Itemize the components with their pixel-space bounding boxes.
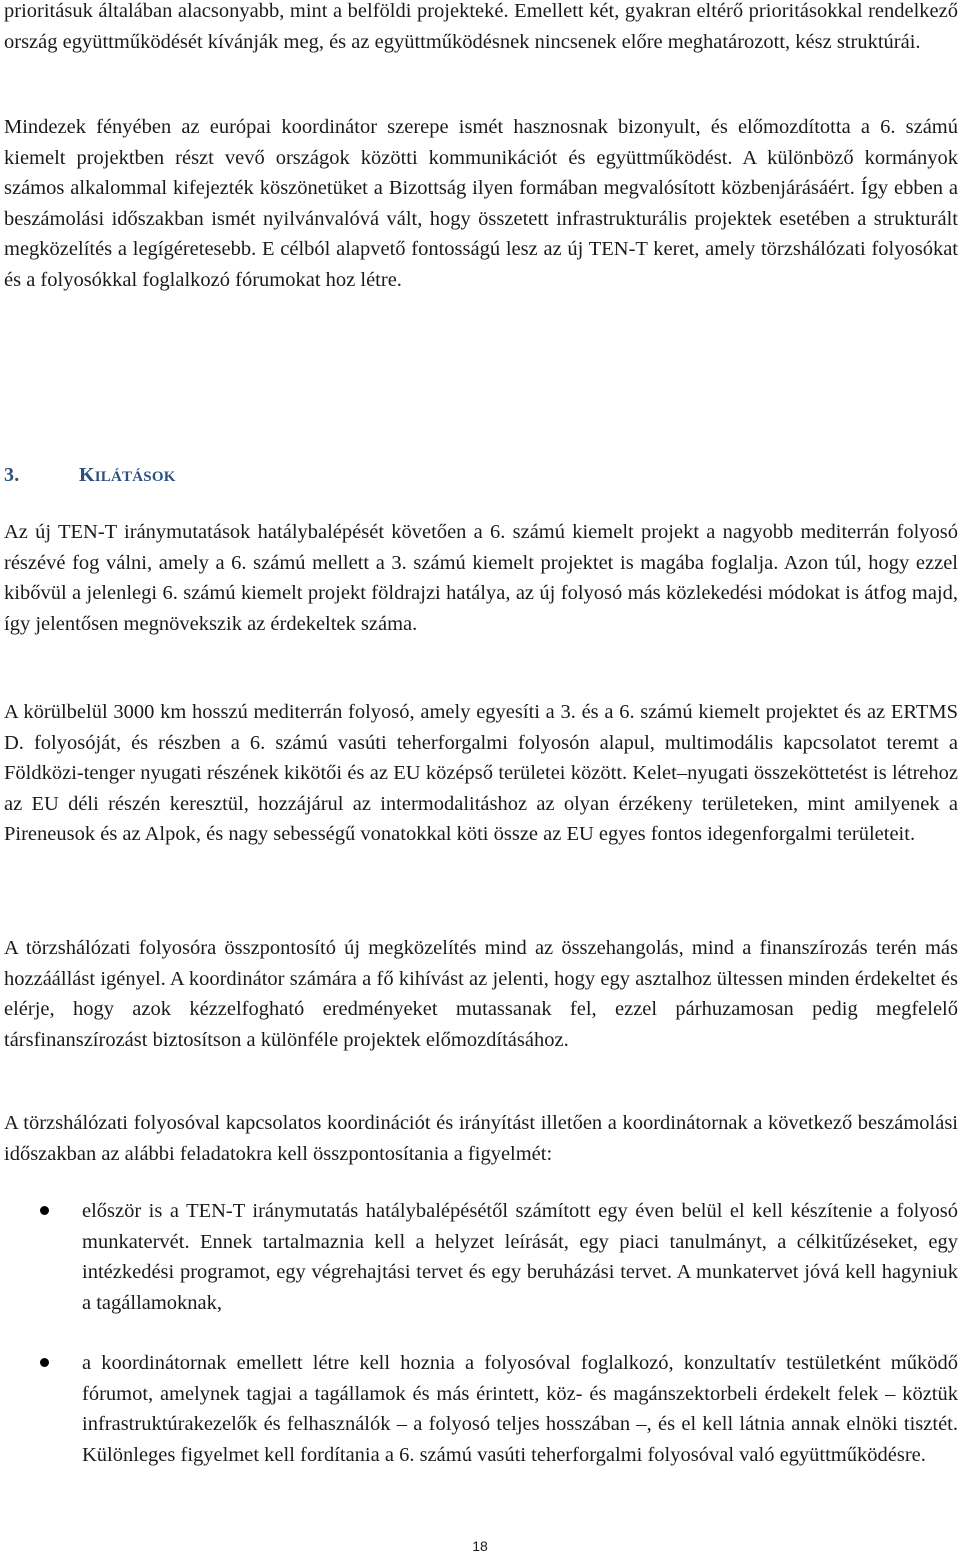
- page-number: 18: [472, 1538, 488, 1554]
- section-title-initial: K: [79, 464, 95, 486]
- list-item-text: a koordinátornak emellett létre kell hoznia a folyosóval foglalkozó, konzultatív testületként működő fórumot, amelynek tagjai a tagállamok és más érintett, köz- és magánszektorbeli érdekelt felek – köztük infrastruktúrakezelők és felhasználók – a folyosó teljes hosszában –, és el kell látnia annak elnöki tisztét. Különleges figyelmet kell fordítania a 6. számú vasúti teherforgalmi folyosóval való együttműködésre.: [82, 1352, 958, 1466]
- bullet-icon: [40, 1206, 49, 1215]
- section-heading: [4, 464, 176, 487]
- list-item-text: először is a TEN-T iránymutatás hatálybalépésétől számított egy éven belül el kell készítenie a folyosó munkatervét. Ennek tartalmaznia kell a helyzet leírását, egy piaci tanulmányt, a célkitűzéseket, egy intézkedési programot, egy végrehajtási tervet és egy beruházási tervet. A munkatervet jóvá kell hagyniuk a tagállamoknak,: [82, 1200, 958, 1314]
- list-item: [0, 1348, 960, 1470]
- task-list: [0, 1196, 960, 1470]
- paragraph-mediterranean-corridor: A körülbelül 3000 km hosszú mediterrán folyosó, amely egyesíti a 3. és a 6. számú kiemelt projektet és az ERTMS D. folyosóját, és részben a 6. számú vasúti teherforgalmi folyosón alapul, multimodális kapcsolatot teremt a Földközi-tenger nyugati részének kikötői és az EU középső területei között. Kelet–nyugati összeköttetést is létrehoz az EU déli részén keresztül, hozzájárul az intermodalitáshoz az olyan érzékeny területeken, mint amilyenek a Pireneusok és az Alpok, és nagy sebességű vonatokkal köti össze az EU egyes fontos idegenforgalmi területeit.: [4, 701, 958, 845]
- paragraph-tasks-intro: A törzshálózati folyosóval kapcsolatos koordinációt és irányítást illetően a koordinátornak a következő beszámolási időszakban az alábbi feladatokra kell összpontosítania a figyelmét:: [4, 1112, 958, 1165]
- paragraph-continuation: prioritásuk általában alacsonyabb, mint a belföldi projekteké. Emellett két, gyakran eltérő prioritásokkal rendelkező ország együttműködését kívánják meg, és az együttműködésnek nincsenek előre meghatározott, kész struktúrái.: [4, 0, 958, 53]
- paragraph-core-network-approach: A törzshálózati folyosóra összpontosító új megközelítés mind az összehangolás, mind a finanszírozás terén más hozzáállást igényel. A koordinátor számára a fő kihívást az jelenti, hogy egy asztalhoz ültessen minden érdekeltet és elérje, hogy azok kézzelfogható eredményeket mutassanak fel, ezzel párhuzamosan pedig megfelelő társfinanszírozást biztosítson a különféle projektek előmozdításához.: [4, 937, 958, 1051]
- section-title-rest: ILÁTÁSOK: [94, 469, 176, 485]
- paragraph-coordinator-role: Mindezek fényében az európai koordinátor szerepe ismét hasznosnak bizonyult, és előmozdította a 6. számú kiemelt projektben részt vevő országok közötti kommunikációt és együttműködést. A különböző kormányok számos alkalommal kifejezték köszönetüket a Bizottság ilyen formában megvalósított közbenjárásáért. Így ebben a beszámolási időszakban ismét nyilvánvalóvá vált, hogy összetett infrastrukturális projektek esetében a strukturált megközelítés a legígéretesebb. E célból alapvető fontosságú lesz az új TEN-T keret, amely törzshálózati folyosókat és a folyosókkal foglalkozó fórumokat hoz létre.: [4, 116, 958, 291]
- list-item: [0, 1196, 960, 1318]
- paragraph-new-guidelines: Az új TEN-T iránymutatások hatálybalépését követően a 6. számú kiemelt projekt a nagyobb mediterrán folyosó részévé fog válni, amely a 6. számú mellett a 3. számú kiemelt projektet is magába foglalja. Azon túl, hogy ezzel kibővül a jelenlegi 6. számú kiemelt projekt földrajzi hatálya, az új folyosó más közlekedési módokat is átfog majd, így jelentősen megnövekszik az érdekeltek száma.: [4, 521, 958, 635]
- section-number: 3.: [4, 464, 20, 486]
- bullet-icon: [40, 1358, 49, 1367]
